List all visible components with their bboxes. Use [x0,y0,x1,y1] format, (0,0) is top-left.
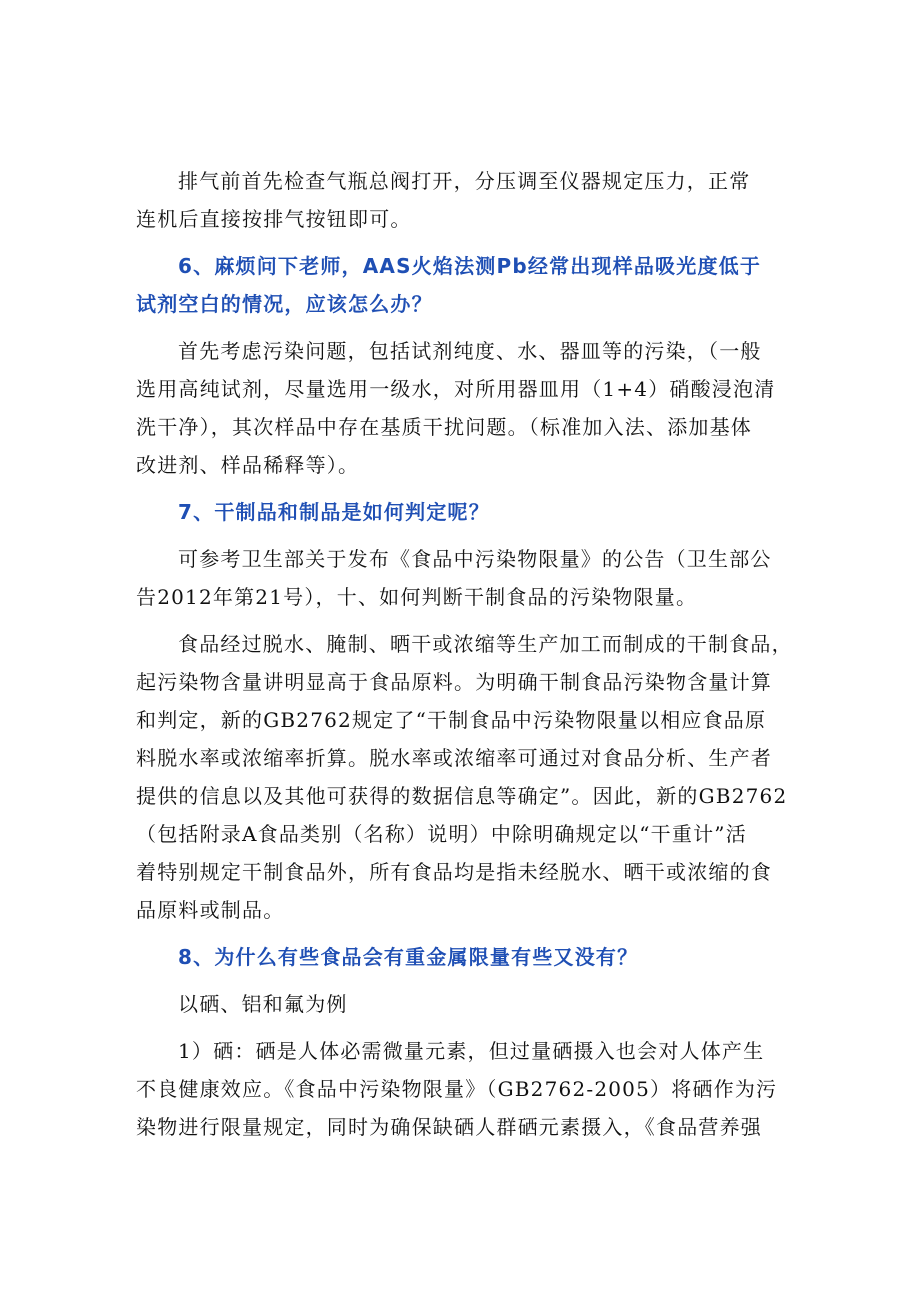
body-paragraph [136,162,786,238]
text-line: 染物进行限量规定，同时为确保缺硒人群硒元素摄入，《食品营养强 [136,1115,762,1139]
text-line: 改进剂、样品稀释等）。 [136,453,360,477]
text-line: 不良健康效应。《食品中污染物限量》（GB2762-2005）将硒作为污 [136,1077,778,1101]
text-line: 着特别规定干制食品外，所有食品均是指未经脱水、晒干或浓缩的食 [136,860,772,884]
text-line: （包括附录A食品类别（名称）说明）中除明确规定以“干重计”活 [136,822,747,846]
body-paragraph [136,625,793,929]
text-line: 连机后直接按排气按钮即可。 [136,207,412,231]
text-line: 排气前首先检查气瓶总阀打开，分压调至仪器规定压力，正常 [178,169,751,193]
document-page [136,162,793,1155]
text-line: 食品经过脱水、腌制、晒干或浓缩等生产加工而制成的干制食品， [178,632,793,656]
heading-line: 7、干制品和制品是如何判定呢？ [178,500,490,524]
text-line: 首先考虑污染问题，包括试剂纯度、水、器皿等的污染，（一般 [178,339,762,363]
heading-line: 8、为什么有些食品会有重金属限量有些又没有？ [178,945,639,969]
text-line: 料脱水率或浓缩率折算。脱水率或浓缩率可通过对食品分析、生产者 [136,746,772,770]
body-paragraph [136,985,786,1023]
question-heading-8 [136,938,786,976]
text-line: 可参考卫生部关于发布《食品中污染物限量》的公告（卫生部公 [178,547,772,571]
text-line: 起污染物含量讲明显高于食品原料。为明确干制食品污染物含量计算 [136,670,772,694]
text-line: 提供的信息以及其他可获得的数据信息等确定”。因此，新的GB2762 [136,784,788,808]
body-paragraph [136,1032,786,1146]
body-paragraph [136,540,786,616]
text-line: 和判定，新的GB2762规定了“干制食品中污染物限量以相应食品原 [136,708,767,732]
body-paragraph [136,332,786,484]
text-line: 告2012年第21号），十、如何判断干制食品的污染物限量。 [136,585,698,609]
text-line: 1）硒：硒是人体必需微量元素，但过量硒摄入也会对人体产生 [178,1039,765,1063]
text-line: 选用高纯试剂，尽量选用一级水，对所用器皿用（1+4）硝酸浸泡清 [136,377,776,401]
question-heading-6 [136,247,786,323]
text-line: 洗干净），其次样品中存在基质干扰问题。（标准加入法、添加基体 [136,415,752,439]
text-line: 以硒、铝和氟为例 [178,992,348,1016]
text-line: 品原料或制品。 [136,898,285,922]
question-heading-7 [136,493,786,531]
heading-line: 6、麻烦问下老师，AAS火焰法测Pb经常出现样品吸光度低于 [178,254,762,278]
heading-line: 试剂空白的情况，应该怎么办？ [136,292,433,316]
